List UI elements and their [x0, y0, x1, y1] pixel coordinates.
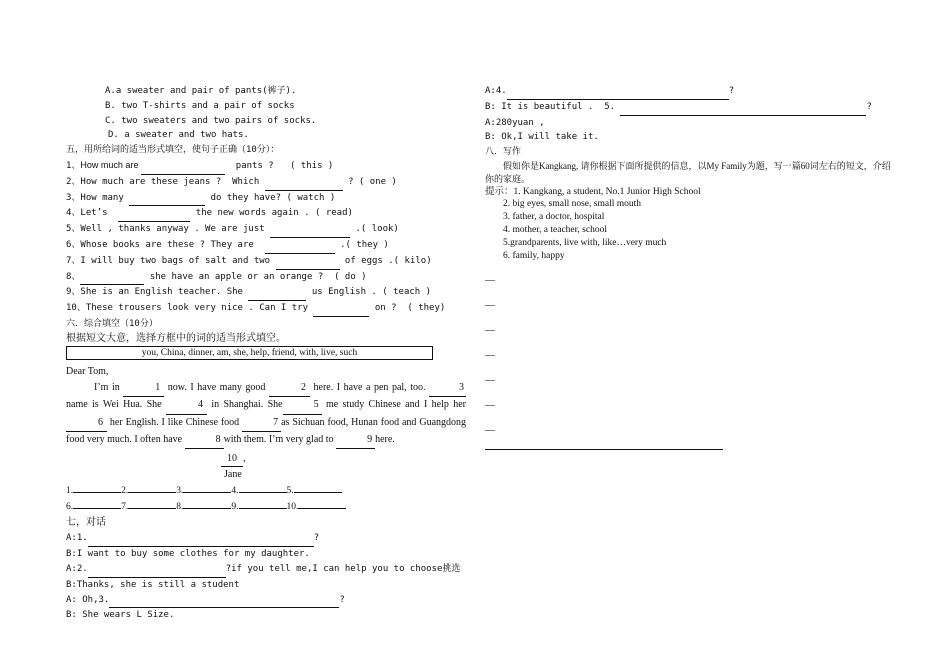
dialogue-take: B: Ok,I will take it.	[485, 132, 599, 143]
writing-line[interactable]: —	[485, 300, 495, 312]
cloze-passage: I’m in 1 now. I have many good 2 here. I have a pen pal, too. 3name is Wei Hua. She 4 in Shanghai. She 5 me study Chinese and I help her 6 her English. I like Chinese food 7 as Sichuan food, Hunan food and Guangdong food very much. I often have 8 with them. I’m very glad to 9 here.	[66, 380, 466, 450]
answer-blank[interactable]	[239, 508, 287, 509]
hint-6: 6. family, happy	[503, 250, 565, 261]
fill-blank-2[interactable]	[265, 175, 343, 191]
dialogue-price: A:280yuan ,	[485, 117, 545, 128]
answer-blank[interactable]	[294, 492, 342, 493]
letter-greeting: Dear Tom,	[66, 365, 109, 377]
dialogue-b2: B:Thanks, she is still a student	[66, 579, 240, 590]
dialogue-blank-1[interactable]	[88, 531, 314, 547]
hint-4: 4. mother, a teacher, school	[503, 224, 607, 235]
option-c: C. two sweaters and two pairs of socks.	[105, 115, 317, 126]
cloze-blank-8[interactable]: 8	[185, 432, 224, 449]
writing-lines	[485, 268, 895, 450]
hint-3: 3. father, a doctor, hospital	[503, 212, 605, 223]
writing-line[interactable]: —	[485, 325, 495, 337]
fill-item-6: 6、Whose books are these ? They are .( they )	[66, 238, 466, 254]
fill-blank-7[interactable]	[276, 254, 340, 270]
fill-blank-9[interactable]	[248, 285, 306, 301]
fill-blank-4[interactable]	[118, 206, 190, 222]
section-8-title: 八．写作	[485, 147, 522, 158]
answer-blank[interactable]	[73, 508, 121, 509]
fill-item-5: 5、Well , thanks anyway . We are just .( look)	[66, 222, 466, 238]
letter-signature: Jane	[224, 469, 242, 481]
dialogue-blank-5[interactable]	[620, 100, 866, 116]
fill-blank-3[interactable]	[129, 191, 205, 207]
hint-5: 5.grandparents, live with, like…very much	[503, 237, 667, 248]
writing-prompt: 假如你是Kangkang, 请你根据下面所提供的信息，以My Family为题，写一篇60词左右的短文，介绍你的家庭。	[485, 160, 891, 184]
cloze-blank-1[interactable]: 1	[123, 380, 164, 397]
cloze-blank-4[interactable]: 4	[166, 397, 207, 414]
answer-row-2: 6. 7. 8. 9. 10.	[66, 499, 466, 515]
section-6-instruction: 根据短文大意，选择方框中的词的适当形式填空。	[66, 332, 286, 344]
dialogue-a3: A: Oh,3. ?	[66, 593, 466, 609]
fill-item-3: 3、How many do they have? ( watch )	[66, 191, 466, 207]
cloze-blank-7[interactable]: 7	[242, 415, 281, 432]
cloze-blank-10[interactable]: 10	[221, 452, 243, 467]
cloze-blank-5[interactable]: 5	[283, 397, 322, 414]
answer-blank[interactable]	[298, 508, 346, 509]
option-d: D. a sweater and two hats.	[108, 130, 249, 141]
writing-line[interactable]: —	[485, 275, 495, 287]
fill-item-1: 1、How much are pants ? ( this )	[66, 158, 466, 175]
section-7-title: 七，对话	[66, 517, 106, 529]
dialogue-blank-3[interactable]	[109, 593, 339, 609]
cloze-blank-9[interactable]: 9	[336, 432, 375, 449]
fill-blank-1[interactable]	[141, 159, 225, 175]
cloze-blank-3[interactable]: 3	[429, 380, 466, 397]
writing-line[interactable]: —	[485, 425, 495, 437]
dialogue-b1: B:I want to buy some clothes for my daughter.	[66, 549, 310, 560]
hint-1: 提示：1. Kangkang, a student, No.1 Junior High School	[485, 186, 701, 197]
answer-blank[interactable]	[128, 492, 176, 493]
fill-blank-10[interactable]	[313, 301, 369, 317]
fill-item-7: 7、I will buy two bags of salt and two of eggs .( kilo)	[66, 254, 466, 270]
fill-blank-8[interactable]	[80, 270, 144, 286]
dialogue-a1: A:1. ?	[66, 531, 466, 547]
answer-blank[interactable]	[239, 492, 287, 493]
fill-item-8: 8、 she have an apple or an orange ? ( do )	[66, 270, 466, 286]
cloze-blank-2[interactable]: 2	[269, 380, 310, 397]
answer-blank[interactable]	[183, 508, 231, 509]
writing-line[interactable]: —	[485, 350, 495, 362]
fill-item-4: 4、Let’s the new words again . ( read)	[66, 206, 466, 222]
writing-line[interactable]: —	[485, 400, 495, 412]
cloze-blank-6[interactable]: 6	[66, 415, 107, 432]
section-6-title: 六．综合填空（10分）	[66, 318, 158, 329]
fill-item-10: 10、These trousers look very nice . Can I try on ? ( they)	[66, 301, 466, 317]
answer-blank[interactable]	[73, 492, 121, 493]
answer-row-1: 1. 2. 3. 4. 5.	[66, 483, 466, 499]
answer-blank[interactable]	[128, 508, 176, 509]
answer-blank[interactable]	[183, 492, 231, 493]
dialogue-a4: A:4. ?	[485, 84, 895, 100]
writing-line[interactable]: —	[485, 375, 495, 387]
option-b: B. two T-shirts and a pair of socks	[105, 100, 295, 111]
fill-item-9: 9、She is an English teacher. She us English . ( teach )	[66, 285, 466, 301]
fill-item-2: 2、How much are these jeans ? Which ? ( one )	[66, 175, 466, 191]
letter-closing: 10 ,	[66, 452, 466, 467]
final-writing-line[interactable]	[485, 449, 723, 450]
dialogue-b-beautiful: B: It is beautiful . 5. ?	[485, 100, 895, 116]
right-column	[485, 84, 895, 450]
word-box: you, China, dinner, am, she, help, friend, with, live, such	[66, 346, 433, 360]
left-column	[66, 84, 466, 623]
dialogue-b3: B: She wears L Size.	[66, 610, 175, 621]
hint-2: 2. big eyes, small nose, small mouth	[503, 199, 642, 210]
section-5-title: 五，用所给词的适当形式填空，使句子正确（10分）：	[66, 145, 280, 156]
fill-blank-5[interactable]	[270, 222, 350, 238]
dialogue-a2: A:2. ?if you tell me,I can help you to choose挑选	[66, 562, 466, 578]
fill-blank-6[interactable]	[265, 238, 335, 254]
option-a: A.a sweater and pair of pants(裤子).	[105, 86, 297, 96]
dialogue-blank-2[interactable]	[88, 562, 226, 578]
dialogue-blank-4[interactable]	[507, 84, 729, 100]
